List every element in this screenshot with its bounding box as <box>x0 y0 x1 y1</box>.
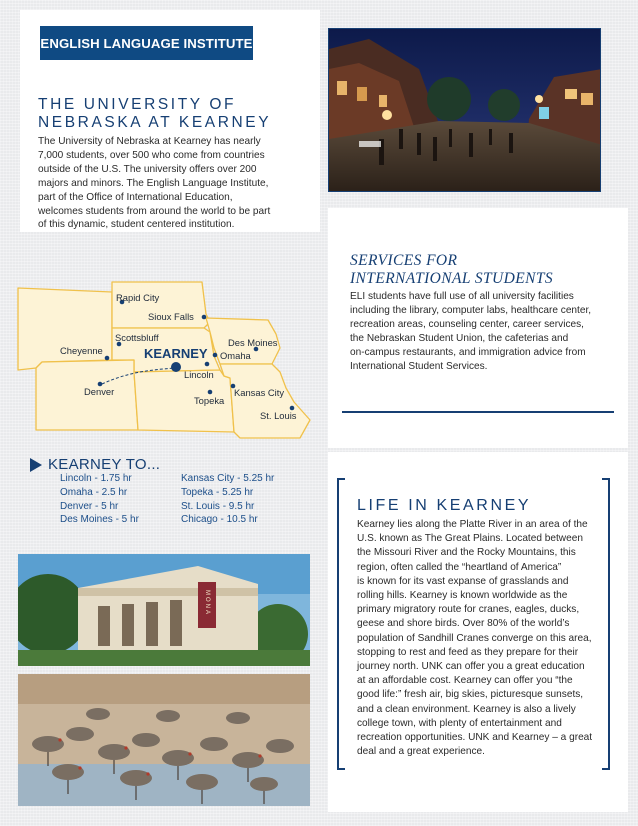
services-description <box>350 290 618 373</box>
museum-photo <box>18 554 310 666</box>
city-dot <box>213 353 218 358</box>
university-text-line: welcomes students from around the world to be part <box>38 205 271 217</box>
life-text-line: the Missouri River and the Rocky Mountains, this <box>357 547 576 559</box>
life-text-line: college town, with plenty of entertainment and <box>357 717 562 729</box>
map-label-kearney: KEARNEY <box>144 346 208 361</box>
kearney-to-heading <box>30 456 160 473</box>
services-text-line: recreation areas, counseling center, career services, <box>350 318 584 330</box>
map-label-cheyenne: Cheyenne <box>60 345 103 356</box>
travel-time-item: Lincoln - 1.75 hr <box>60 473 132 484</box>
sandhill-cranes-photo <box>18 674 310 806</box>
university-heading-line-1: THE UNIVERSITY OF <box>38 96 237 113</box>
university-text-line: of this dynamic, student centered institution. <box>38 219 235 231</box>
services-text-line: International Student Services. <box>350 360 488 372</box>
travel-time-item: Denver - 5 hr <box>60 500 119 512</box>
travel-time-item: Chicago - 10.5 hr <box>181 514 258 526</box>
life-text-line: good life:” fresh air, big skies, picturesque sunsets, <box>357 689 584 701</box>
downtown-night-illustration <box>329 29 601 192</box>
life-text-line: geese and shore birds. Over 80% of the world’s <box>357 618 570 630</box>
life-heading: LIFE IN KEARNEY <box>357 497 532 514</box>
university-text-line: majors and minors. The English Language Institute, <box>38 177 269 189</box>
map-label-lincoln: Lincoln <box>184 369 214 380</box>
university-text-line: 7,000 students, over 500 who come from countries <box>38 149 265 161</box>
university-text-line: outside of the U.S. The university offers over 200 <box>38 163 257 175</box>
frame-bracket-left <box>337 478 345 770</box>
travel-time-item: Des Moines - 5 hr <box>60 514 139 526</box>
cranes-illustration <box>18 674 310 806</box>
life-text-line: recreation opportunities. UNK and Kearney – a great <box>357 732 593 744</box>
services-text-line: ELI students have full use of all university facilities <box>350 291 574 302</box>
life-text-line: is known for its vast expanse of grasslands and <box>357 575 569 587</box>
city-dot <box>105 356 110 361</box>
kearney-dot <box>171 362 181 372</box>
map-label-denver: Denver <box>84 386 115 397</box>
map-label-st-louis: St. Louis <box>260 410 297 421</box>
services-text-line: including the library, computer labs, healthcare center, <box>350 304 592 316</box>
museum-sign-text: MONA <box>204 590 210 616</box>
life-text-line: at an affordable cost. Kearney can offer you “the <box>357 675 573 687</box>
life-text-line: population of Sandhill Cranes converge on this area, <box>357 632 592 644</box>
city-dot <box>202 315 207 320</box>
services-heading-line-1: SERVICES FOR <box>350 252 458 269</box>
life-text-line: primary migratory route for cranes, eagles, ducks, <box>357 604 580 616</box>
university-heading <box>38 96 271 132</box>
travel-time-item: Kansas City - 5.25 hr <box>181 473 275 484</box>
life-text-line: U.S. known as The Great Plains. Located between <box>357 533 583 545</box>
life-text-line: rolling hills. Kearney is known worldwide as the <box>357 590 568 602</box>
regional-map-illustration <box>14 278 314 446</box>
services-heading-line-2: INTERNATIONAL STUDENTS <box>350 270 554 287</box>
map-label-sioux-falls: Sioux Falls <box>148 311 194 322</box>
life-description <box>357 518 607 759</box>
travel-time-item: St. Louis - 9.5 hr <box>181 500 255 512</box>
services-heading <box>350 252 553 288</box>
university-text-line: part of the Office of International Education, <box>38 191 233 203</box>
services-text-line: on-campus restaurants, and immigration advice from <box>350 346 586 358</box>
life-text-line: Kearney lies along the Platte River in an area of the <box>357 519 588 530</box>
downtown-night-photo <box>328 28 601 192</box>
museum-illustration <box>18 554 310 666</box>
map-label-rapid-city: Rapid City <box>116 292 160 303</box>
city-dot <box>208 390 213 395</box>
missouri-state <box>220 364 310 438</box>
travel-times-column-2 <box>181 472 274 527</box>
university-description <box>38 135 298 232</box>
life-text-line: stopping to rest and feed as they prepare for their <box>357 646 579 658</box>
map-label-des-moines: Des Moines <box>228 337 278 348</box>
life-text-line: deal and a great experience. <box>357 746 485 758</box>
travel-time-item: Topeka - 5.25 hr <box>181 486 254 498</box>
services-divider <box>342 411 614 413</box>
kearney-to-title: KEARNEY TO... <box>48 456 161 473</box>
life-text-line: and a clean environment. Kearney is also a lively <box>357 703 576 715</box>
services-text-line: the Nebraskan Student Union, the cafeterias and <box>350 332 569 344</box>
travel-times-column-1 <box>60 472 139 527</box>
city-dot <box>205 362 210 367</box>
travel-time-item: Omaha - 2.5 hr <box>60 486 128 498</box>
life-text-line: journey north. UNK can offer you a great education <box>357 661 585 673</box>
arrow-right-icon <box>30 458 42 472</box>
map-label-kansas-city: Kansas City <box>234 387 285 398</box>
map-label-scottsbluff: Scottsbluff <box>115 332 159 343</box>
regional-map <box>14 278 314 446</box>
life-text-line: region, often called the “heartland of America” <box>357 561 562 573</box>
map-label-topeka: Topeka <box>194 395 225 406</box>
wyoming-state <box>18 288 112 370</box>
university-text-line: The University of Nebraska at Kearney has nearly <box>38 136 261 147</box>
institute-banner: ENGLISH LANGUAGE INSTITUTE <box>40 26 253 60</box>
university-heading-line-2: NEBRASKA AT KEARNEY <box>38 114 272 131</box>
map-label-omaha: Omaha <box>220 350 251 361</box>
